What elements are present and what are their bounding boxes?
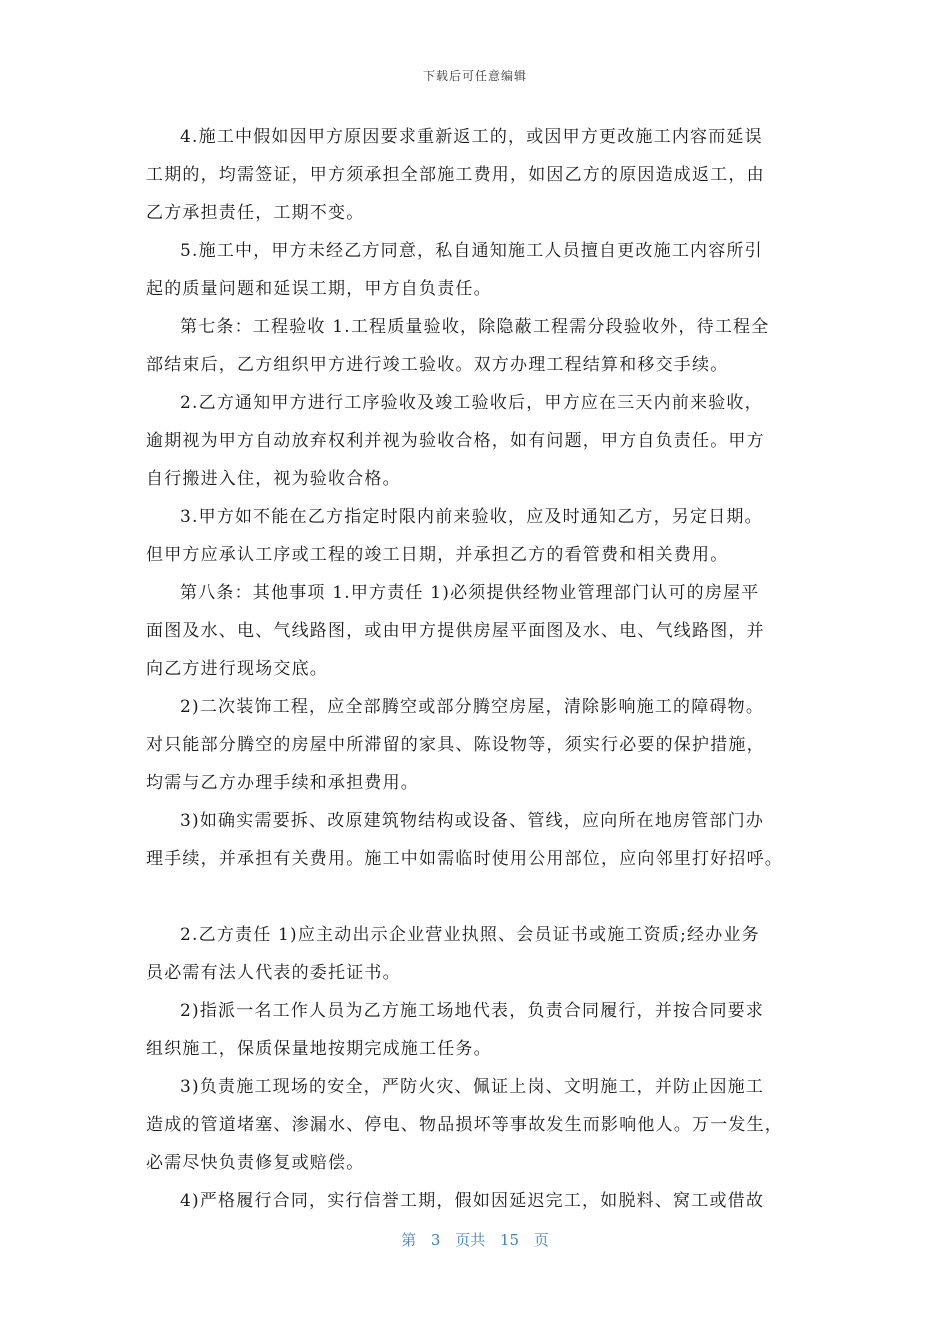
paragraph-article-8-2-1: 2.乙方责任 1)应主动出示企业营业执照、会员证书或施工资质;经办业务 员必需有法人代表的委托证书。: [146, 925, 760, 983]
page-number: 第 3 页共 15 页: [401, 1231, 549, 1249]
paragraph-article-8-1-2: 2)二次装饰工程，应全部腾空或部分腾空房屋，清除影响施工的障碍物。 对只能部分腾空的房屋中所滞留的家具、陈设物等，须实行必要的保护措施， 均需与乙方办理手续和承担费用。: [146, 697, 765, 793]
paragraph-article-7-2: 2.乙方通知甲方进行工序验收及竣工验收后，甲方应在三天内前来验收， 逾期视为甲方自动放弃权利并视为验收合格，如有问题，甲方自负责任。甲方 自行搬进入住，视为验收合格。: [146, 393, 765, 489]
paragraph-gap: [146, 878, 810, 916]
paragraph-article-8-1-3: 3)如确实需要拆、改原建筑物结构或设备、管线，应向所在地房管部门办 理手续，并承担有关费用。施工中如需临时使用公用部位，应向邻里打好招呼。: [146, 811, 783, 869]
paragraph-article-8-2-4: 4)严格履行合同，实行信誉工期，假如因延迟完工，如脱料、窝工或借故: [180, 1191, 765, 1211]
paragraph-article-7-1: 第七条：工程验收 1.工程质量验收，除隐蔽工程需分段验收外，待工程全 部结束后，乙方组织甲方进行竣工验收。双方办理工程结算和移交手续。: [146, 317, 770, 375]
paragraph-article-7-3: 3.甲方如不能在乙方指定时限内前来验收，应及时通知乙方，另定日期。 但甲方应承认工序或工程的竣工日期，并承担乙方的看管费和相关费用。: [146, 507, 763, 565]
paragraph-article-8-2-2: 2)指派一名工作人员为乙方施工场地代表，负责合同履行，并按合同要求 组织施工，保质保量地按期完成施工任务。: [146, 1001, 765, 1059]
paragraph-clause-6-5: 5.施工中，甲方未经乙方同意，私自通知施工人员擅自更改施工内容所引 起的质量问题和延误工期，甲方自负责任。: [146, 241, 763, 299]
paragraph-article-8-2-3: 3)负责施工现场的安全，严防火灾、佩证上岗、文明施工，并防止因施工 造成的管道堵塞、渗漏水、停电、物品损坏等事故发生而影响他人。万一发生， 必需尽快负责修复或赔偿。: [146, 1077, 783, 1173]
paragraph-article-8-1: 第八条：其他事项 1.甲方责任 1)必须提供经物业管理部门认可的房屋平 面图及水、电、气线路图，或由甲方提供房屋平面图及水、电、气线路图，并 向乙方进行现场交底。: [146, 583, 765, 679]
page-header: 下载后可任意编辑: [422, 69, 527, 83]
document-body: [146, 118, 810, 1220]
paragraph-clause-6-4: 4.施工中假如因甲方原因要求重新返工的，或因甲方更改施工内容而延误 工期的，均需签证，甲方须承担全部施工费用，如因乙方的原因造成返工，由 乙方承担责任，工期不变。: [146, 127, 765, 223]
